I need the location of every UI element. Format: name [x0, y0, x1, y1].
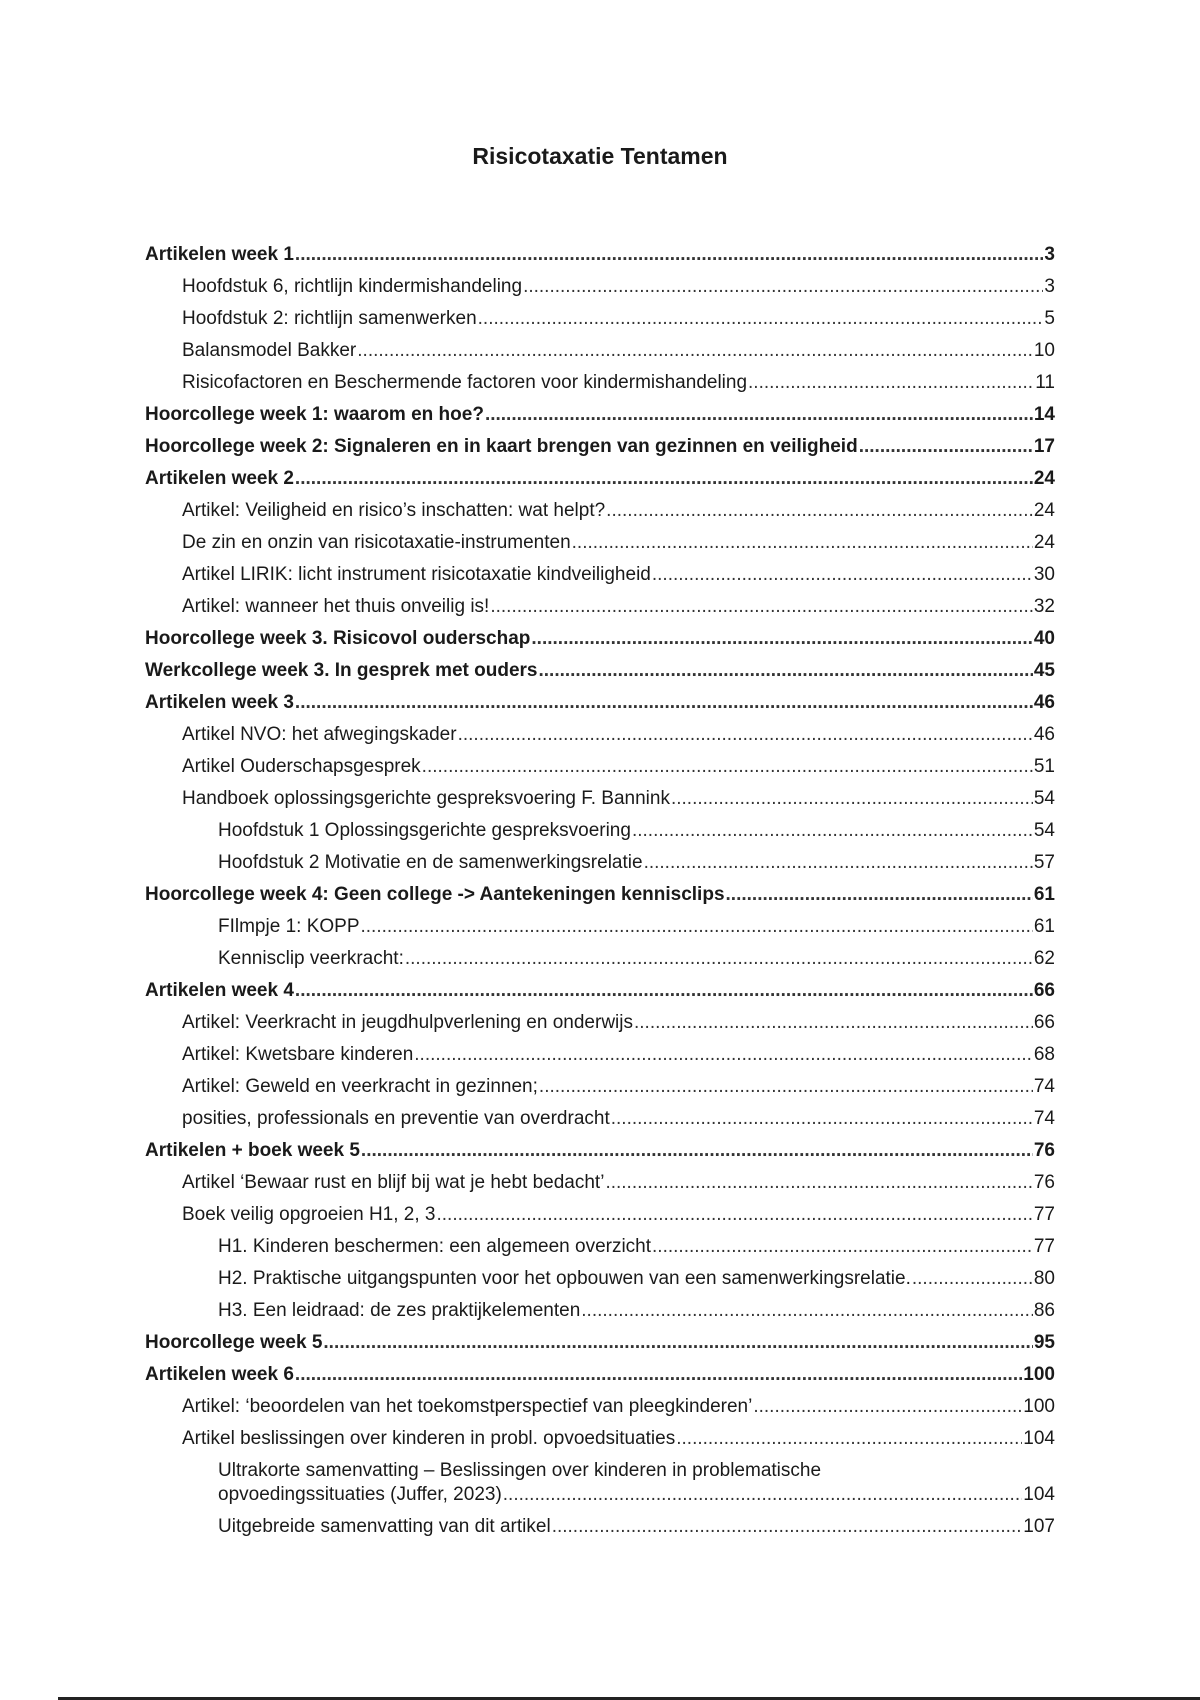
toc-entry-page-number: 66 — [1033, 1012, 1055, 1033]
toc-entry[interactable] — [145, 755, 1055, 787]
toc-entry-page-number: 24 — [1033, 500, 1055, 521]
toc-entry-title: Handboek oplossingsgerichte gespreksvoering F. Bannink — [182, 788, 670, 809]
toc-entry-page-number: 24 — [1033, 532, 1055, 553]
dot-leader — [414, 1043, 1033, 1067]
dot-leader — [748, 371, 1034, 395]
dot-leader — [490, 595, 1033, 619]
dot-leader — [357, 339, 1033, 363]
toc-entry-title: FIlmpje 1: KOPP — [218, 916, 360, 937]
page-title: Risicotaxatie Tentamen — [472, 143, 728, 169]
toc-entry-page-number: 46 — [1033, 724, 1055, 745]
toc-entry-page-number: 3 — [1044, 244, 1055, 265]
toc-entry-page-number: 54 — [1033, 788, 1055, 809]
toc-entry-page-number: 57 — [1033, 852, 1055, 873]
toc-entry-title: Balansmodel Bakker — [182, 340, 357, 361]
toc-entry[interactable] — [145, 1235, 1055, 1267]
toc-entry-page-number: 54 — [1033, 820, 1055, 841]
toc-entry[interactable] — [145, 339, 1055, 371]
toc-entry-title: De zin en onzin van risicotaxatie-instrumenten — [182, 532, 571, 553]
dot-leader — [572, 531, 1033, 555]
toc-entry-page-number: 11 — [1035, 372, 1055, 393]
dot-leader — [676, 1427, 1022, 1451]
toc-entry[interactable] — [145, 563, 1055, 595]
toc-entry-page-number: 77 — [1033, 1204, 1055, 1225]
dot-leader — [671, 787, 1033, 811]
toc-entry-title: Artikelen week 1 — [145, 244, 294, 265]
toc-entry-title: Artikelen week 4 — [145, 980, 294, 1001]
toc-entry-title: Ultrakorte samenvatting – Beslissingen over kinderen in problematische — [218, 1460, 822, 1481]
toc-entry-title: Kennisclip veerkracht: — [218, 948, 404, 969]
toc-entry-page-number: 46 — [1033, 692, 1055, 713]
dot-leader — [361, 915, 1033, 939]
toc-entry[interactable] — [145, 1203, 1055, 1235]
toc-entry-title: Hoofdstuk 2: richtlijn samenwerken — [182, 308, 477, 329]
toc-entry-title-continued: opvoedingssituaties (Juffer, 2023) — [218, 1484, 502, 1505]
toc-entry-line — [218, 1483, 1055, 1507]
toc-entry-page-number: 86 — [1033, 1300, 1055, 1321]
toc-entry-page-number: 3 — [1044, 276, 1055, 297]
dot-leader — [634, 1011, 1033, 1035]
toc-entry-page-number: 80 — [1033, 1268, 1055, 1289]
dot-leader — [405, 947, 1033, 971]
toc-entry[interactable] — [145, 1043, 1055, 1075]
dot-leader — [611, 1107, 1033, 1131]
toc-entry-page-number: 100 — [1023, 1396, 1055, 1417]
dot-leader — [912, 1267, 1033, 1291]
toc-entry-title: Hoorcollege week 4: Geen college -> Aantekeningen kennisclips — [145, 884, 725, 905]
toc-entry[interactable] — [145, 1395, 1055, 1427]
toc-entry-title: Artikelen week 2 — [145, 468, 294, 489]
dot-leader — [523, 275, 1043, 299]
toc-entry-page-number: 77 — [1033, 1236, 1055, 1257]
toc-entry-title: Hoorcollege week 1: waarom en hoe? — [145, 404, 484, 425]
toc-entry[interactable] — [145, 595, 1055, 627]
toc-entry-page-number: 66 — [1033, 980, 1055, 1001]
toc-entry[interactable] — [145, 435, 1055, 467]
dot-leader — [295, 1363, 1022, 1387]
toc-entry[interactable] — [145, 499, 1055, 531]
toc-entry[interactable] — [145, 1171, 1055, 1203]
toc-entry-title: H1. Kinderen beschermen: een algemeen overzicht — [218, 1236, 652, 1257]
dot-leader — [652, 1235, 1033, 1259]
toc-entry[interactable] — [145, 723, 1055, 755]
toc-entry-page-number: 62 — [1033, 948, 1055, 969]
dot-leader — [538, 659, 1032, 683]
dot-leader — [437, 1203, 1033, 1227]
toc-entry-title: Hoorcollege week 2: Signaleren en in kaart brengen van gezinnen en veiligheid — [145, 436, 858, 457]
toc-entry[interactable] — [145, 1139, 1055, 1171]
toc-entry-page-number: 61 — [1033, 916, 1055, 937]
toc-entry-title: Boek veilig opgroeien H1, 2, 3 — [182, 1204, 436, 1225]
toc-entry[interactable] — [145, 1331, 1055, 1363]
toc-entry[interactable] — [145, 787, 1055, 819]
toc-entry[interactable] — [145, 1363, 1055, 1395]
toc-entry-title: posities, professionals en preventie van overdracht — [182, 1108, 610, 1129]
toc-entry-page-number: 74 — [1033, 1076, 1055, 1097]
toc-entry-title: H2. Praktische uitgangspunten voor het opbouwen van een samenwerkingsrelatie. — [218, 1268, 911, 1289]
dot-leader — [485, 403, 1033, 427]
toc-entry[interactable] — [145, 819, 1055, 851]
toc-entry-page-number: 10 — [1033, 340, 1055, 361]
dot-leader — [753, 1395, 1022, 1419]
toc-entry-page-number: 45 — [1033, 660, 1055, 681]
toc-entry-page-number: 5 — [1044, 308, 1055, 329]
toc-entry[interactable] — [145, 1515, 1055, 1547]
dot-leader — [361, 1139, 1033, 1163]
dot-leader — [632, 819, 1033, 843]
toc-entry[interactable] — [145, 307, 1055, 339]
toc-entry-page-number: 51 — [1033, 756, 1055, 777]
toc-entry-page-number: 24 — [1033, 468, 1055, 489]
toc-entry[interactable] — [145, 979, 1055, 1011]
toc-entry-page-number: 32 — [1033, 596, 1055, 617]
toc-entry-title: Artikel beslissingen over kinderen in probl. opvoedsituaties — [182, 1428, 676, 1449]
toc-entry[interactable] — [145, 883, 1055, 915]
toc-entry-title: Artikel: ‘beoordelen van het toekomstperspectief van pleegkinderen’ — [182, 1396, 753, 1417]
toc-entry-title: Artikel Ouderschapsgesprek — [182, 756, 421, 777]
toc-entry[interactable] — [145, 659, 1055, 691]
dot-leader — [859, 435, 1033, 459]
toc-entry-page-number: 104 — [1023, 1484, 1055, 1505]
toc-entry-page-number: 30 — [1033, 564, 1055, 585]
toc-entry-title: Artikel: Geweld en veerkracht in gezinnen; — [182, 1076, 538, 1097]
toc-entry[interactable] — [145, 467, 1055, 499]
dot-leader — [295, 691, 1033, 715]
dot-leader — [644, 851, 1033, 875]
toc-entry-title: Risicofactoren en Beschermende factoren voor kindermishandeling — [182, 372, 748, 393]
toc-entry[interactable] — [145, 275, 1055, 307]
toc-entry-title: Hoofdstuk 6, richtlijn kindermishandeling — [182, 276, 523, 297]
toc-entry-title: Artikel LIRIK: licht instrument risicotaxatie kindveiligheid — [182, 564, 651, 585]
dot-leader — [323, 1331, 1032, 1355]
toc-entry[interactable] — [145, 1299, 1055, 1331]
toc-entry-page-number: 76 — [1033, 1172, 1055, 1193]
toc-entry[interactable] — [145, 1267, 1055, 1299]
toc-entry[interactable] — [145, 371, 1055, 403]
toc-entry-title: Hoofdstuk 1 Oplossingsgerichte gespreksvoering — [218, 820, 631, 841]
toc-entry-title: Werkcollege week 3. In gesprek met ouders — [145, 660, 538, 681]
dot-leader — [606, 499, 1033, 523]
dot-leader — [531, 627, 1032, 651]
toc-entry-title: Uitgebreide samenvatting van dit artikel — [218, 1516, 551, 1537]
toc-entry-title: Hoorcollege week 5 — [145, 1332, 323, 1353]
toc-entry[interactable] — [145, 1427, 1055, 1459]
toc-entry-page-number: 74 — [1033, 1108, 1055, 1129]
toc-entry-title: Artikel ‘Bewaar rust en blijf bij wat je hebt bedacht’ — [182, 1172, 605, 1193]
dot-leader — [295, 467, 1033, 491]
dot-leader — [478, 307, 1044, 331]
toc-entry-page-number: 107 — [1023, 1516, 1055, 1537]
dot-leader — [295, 979, 1033, 1003]
toc-entry-title: H3. Een leidraad: de zes praktijkelementen — [218, 1300, 581, 1321]
toc-entry[interactable] — [145, 243, 1055, 275]
toc-entry-title: Artikel: wanneer het thuis onveilig is! — [182, 596, 490, 617]
dot-leader — [422, 755, 1033, 779]
toc-entry-page-number: 61 — [1033, 884, 1055, 905]
toc-entry-title: Artikelen week 3 — [145, 692, 294, 713]
toc-entry-page-number: 68 — [1033, 1044, 1055, 1065]
toc-entry-page-number: 100 — [1023, 1364, 1055, 1385]
toc-entry-page-number: 95 — [1033, 1332, 1055, 1353]
toc-entry-title: Artikel: Kwetsbare kinderen — [182, 1044, 414, 1065]
toc-entry-title: Artikelen week 6 — [145, 1364, 294, 1385]
toc-entry[interactable] — [145, 851, 1055, 883]
toc-entry[interactable] — [145, 1107, 1055, 1139]
dot-leader — [539, 1075, 1033, 1099]
dot-leader — [503, 1483, 1023, 1507]
toc-entry-page-number: 76 — [1033, 1140, 1055, 1161]
toc-entry[interactable] — [145, 1011, 1055, 1043]
toc-entry-page-number: 17 — [1033, 436, 1055, 457]
dot-leader — [605, 1171, 1032, 1195]
toc-entry-title: Hoofdstuk 2 Motivatie en de samenwerkingsrelatie — [218, 852, 643, 873]
dot-leader — [458, 723, 1033, 747]
toc-entry-title: Artikelen + boek week 5 — [145, 1140, 360, 1161]
toc-entry-page-number: 104 — [1023, 1428, 1055, 1449]
dot-leader — [295, 243, 1044, 267]
table-of-contents — [145, 243, 1055, 1547]
toc-entry-page-number: 14 — [1033, 404, 1055, 425]
toc-entry[interactable] — [145, 531, 1055, 563]
dot-leader — [581, 1299, 1033, 1323]
toc-entry[interactable] — [145, 915, 1055, 947]
toc-entry[interactable] — [145, 947, 1055, 979]
dot-leader — [552, 1515, 1023, 1539]
dot-leader — [726, 883, 1033, 907]
toc-entry-title: Artikel NVO: het afwegingskader — [182, 724, 457, 745]
toc-entry-page-number: 40 — [1033, 628, 1055, 649]
toc-entry[interactable] — [145, 691, 1055, 723]
toc-entry[interactable] — [145, 1459, 1055, 1515]
toc-entry[interactable] — [145, 403, 1055, 435]
dot-leader — [652, 563, 1033, 587]
toc-entry-title: Artikel: Veerkracht in jeugdhulpverlening en onderwijs — [182, 1012, 633, 1033]
toc-entry-title: Hoorcollege week 3. Risicovol ouderschap — [145, 628, 531, 649]
toc-entry-title: Artikel: Veiligheid en risico’s inschatten: wat helpt? — [182, 500, 606, 521]
toc-entry[interactable] — [145, 627, 1055, 659]
toc-entry[interactable] — [145, 1075, 1055, 1107]
